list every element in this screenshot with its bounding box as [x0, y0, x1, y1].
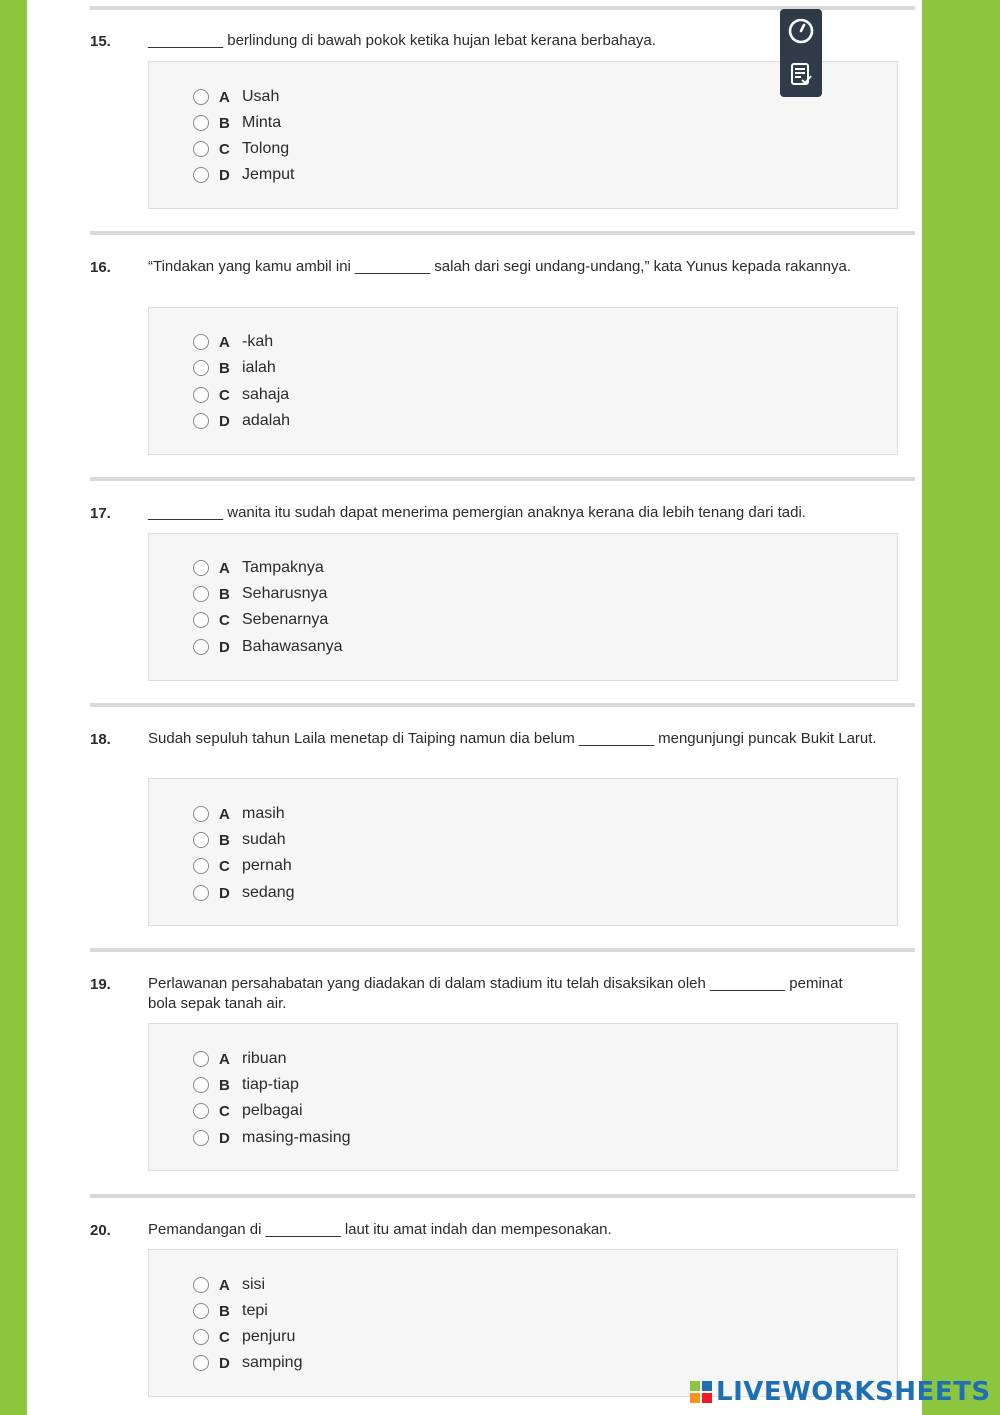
question-number: 16. — [90, 259, 111, 276]
option-letter: A — [219, 559, 230, 577]
radio-button[interactable] — [193, 413, 209, 429]
option-text: Seharusnya — [242, 585, 328, 602]
option-letter: C — [219, 857, 230, 875]
option-text: Tolong — [242, 140, 290, 157]
option-text: adalah — [242, 412, 291, 429]
question-number: 19. — [90, 976, 111, 993]
option-c[interactable] — [193, 609, 328, 631]
option-letter: B — [219, 1302, 230, 1320]
question-text: “Tindakan yang kamu ambil ini _________ salah dari segi undang-undang,” kata Yunus kepada rakannya. — [148, 258, 851, 275]
option-text: -kah — [242, 333, 274, 350]
radio-button[interactable] — [193, 387, 209, 403]
option-text: tepi — [242, 1302, 268, 1319]
option-text: pernah — [242, 857, 292, 874]
option-letter: D — [219, 1129, 230, 1147]
option-c[interactable] — [193, 384, 289, 406]
option-letter: B — [219, 831, 230, 849]
option-text: Minta — [242, 114, 282, 131]
timer-icon[interactable] — [787, 17, 815, 45]
option-text: masing-masing — [242, 1129, 351, 1146]
option-d[interactable] — [193, 636, 343, 658]
option-text: Usah — [242, 88, 280, 105]
radio-button[interactable] — [193, 858, 209, 874]
option-letter: D — [219, 166, 230, 184]
option-letter: A — [219, 88, 230, 106]
option-letter: D — [219, 1354, 230, 1372]
option-letter: C — [219, 1102, 230, 1120]
option-d[interactable] — [193, 410, 290, 432]
radio-button[interactable] — [193, 806, 209, 822]
option-c[interactable] — [193, 1100, 303, 1122]
option-letter: B — [219, 1076, 230, 1094]
option-text: Jemput — [242, 166, 295, 183]
option-d[interactable] — [193, 1127, 350, 1149]
options-box — [148, 1249, 898, 1397]
checklist-icon[interactable] — [787, 61, 815, 89]
radio-button[interactable] — [193, 1103, 209, 1119]
option-text: ribuan — [242, 1050, 287, 1067]
radio-button[interactable] — [193, 360, 209, 376]
option-a[interactable] — [193, 557, 324, 579]
option-letter: D — [219, 412, 230, 430]
question-text: Pemandangan di _________ laut itu amat indah dan mempesonakan. — [148, 1221, 612, 1238]
radio-button[interactable] — [193, 334, 209, 350]
radio-button[interactable] — [193, 1277, 209, 1293]
question-text: _________ berlindung di bawah pokok ketika hujan lebat kerana berbahaya. — [148, 32, 656, 49]
question-divider — [90, 703, 915, 707]
question-divider — [90, 231, 915, 235]
radio-button[interactable] — [193, 1355, 209, 1371]
option-letter: B — [219, 585, 230, 603]
radio-button[interactable] — [193, 612, 209, 628]
option-b[interactable] — [193, 357, 276, 379]
worksheet-page — [27, 0, 922, 1415]
question-number: 20. — [90, 1222, 111, 1239]
option-c[interactable] — [193, 138, 289, 160]
option-b[interactable] — [193, 112, 281, 134]
question-number: 17. — [90, 505, 111, 522]
option-text: pelbagai — [242, 1102, 303, 1119]
question-text: Perlawanan persahabatan yang diadakan di dalam stadium itu telah disaksikan oleh _________ peminat bola sepak tanah air. — [148, 975, 843, 1012]
option-letter: D — [219, 884, 230, 902]
option-letter: C — [219, 1328, 230, 1346]
radio-button[interactable] — [193, 586, 209, 602]
radio-button[interactable] — [193, 885, 209, 901]
option-letter: B — [219, 359, 230, 377]
option-text: Sebenarnya — [242, 611, 329, 628]
radio-button[interactable] — [193, 1051, 209, 1067]
option-text: sedang — [242, 884, 295, 901]
option-d[interactable] — [193, 882, 295, 904]
brand-name: LIVEWORKSHEETS — [716, 1377, 991, 1407]
question-text: Sudah sepuluh tahun Laila menetap di Taiping namun dia belum _________ mengunjungi puncak Bukit Larut. — [148, 730, 877, 747]
options-box — [148, 778, 898, 926]
option-letter: A — [219, 805, 230, 823]
radio-button[interactable] — [193, 1077, 209, 1093]
radio-button[interactable] — [193, 1329, 209, 1345]
option-text: sisi — [242, 1276, 266, 1293]
option-letter: C — [219, 611, 230, 629]
radio-button[interactable] — [193, 1130, 209, 1146]
radio-button[interactable] — [193, 141, 209, 157]
option-letter: A — [219, 333, 230, 351]
options-box — [148, 533, 898, 681]
radio-button[interactable] — [193, 167, 209, 183]
question-divider — [90, 1194, 915, 1198]
radio-button[interactable] — [193, 1303, 209, 1319]
option-b[interactable] — [193, 1074, 299, 1096]
option-a[interactable] — [193, 1048, 286, 1070]
option-letter: A — [219, 1050, 230, 1068]
option-text: sahaja — [242, 386, 290, 403]
radio-button[interactable] — [193, 560, 209, 576]
option-text: samping — [242, 1354, 303, 1371]
option-a[interactable] — [193, 803, 285, 825]
question-text: _________ wanita itu sudah dapat menerima pemergian anaknya kerana dia lebih tenang dari tadi. — [148, 504, 806, 521]
options-box — [148, 307, 898, 455]
options-box — [148, 1023, 898, 1171]
option-letter: C — [219, 386, 230, 404]
radio-button[interactable] — [193, 115, 209, 131]
option-text: Bahawasanya — [242, 638, 343, 655]
option-b[interactable] — [193, 829, 286, 851]
option-letter: A — [219, 1276, 230, 1294]
option-d[interactable] — [193, 164, 294, 186]
option-a[interactable] — [193, 86, 279, 108]
option-c[interactable] — [193, 1326, 295, 1348]
radio-button[interactable] — [193, 639, 209, 655]
liveworksheets-logo — [690, 1376, 991, 1408]
question-number: 15. — [90, 33, 111, 50]
option-letter: D — [219, 638, 230, 656]
question-number: 18. — [90, 731, 111, 748]
option-b[interactable] — [193, 583, 327, 605]
question-divider — [90, 477, 915, 481]
option-text: penjuru — [242, 1328, 296, 1345]
option-a[interactable] — [193, 331, 273, 353]
option-b[interactable] — [193, 1300, 268, 1322]
option-c[interactable] — [193, 855, 292, 877]
option-d[interactable] — [193, 1352, 302, 1374]
option-text: ialah — [242, 359, 276, 376]
question-divider — [90, 948, 915, 952]
radio-button[interactable] — [193, 832, 209, 848]
liveworksheets-logo-mark — [690, 1381, 712, 1403]
option-text: sudah — [242, 831, 286, 848]
option-letter: C — [219, 140, 230, 158]
option-text: masih — [242, 805, 285, 822]
floating-toolbar — [780, 9, 822, 97]
option-text: tiap-tiap — [242, 1076, 299, 1093]
option-a[interactable] — [193, 1274, 265, 1296]
option-letter: B — [219, 114, 230, 132]
option-text: Tampaknya — [242, 559, 324, 576]
radio-button[interactable] — [193, 89, 209, 105]
